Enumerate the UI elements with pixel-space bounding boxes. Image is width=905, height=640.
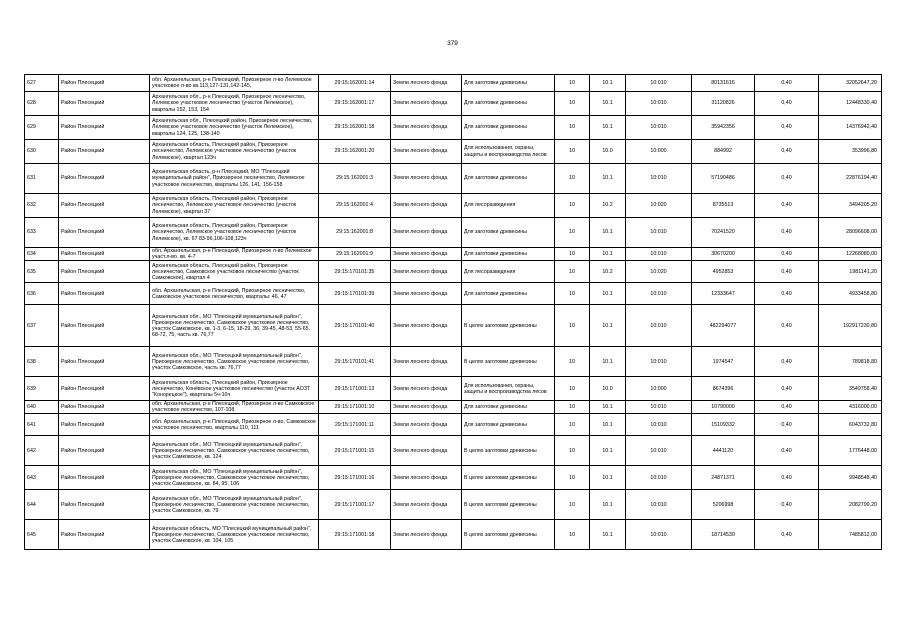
cell-row-number: 627 — [25, 75, 59, 92]
cell-land-category: Земли лесного фонда — [391, 436, 462, 466]
cell-cadastral-number: 29:15:162001:8 — [319, 218, 391, 248]
cell-permitted-use: Для заготовки древесины — [462, 164, 555, 194]
cell-location-description: Архангельская область, Плесецкий район, Приозерное лесничество, Лелемское участковое лесничество (участок Лелемское), кв. 67 83-96,106-108,123ч — [150, 218, 319, 248]
cell-rate: 0,40 — [755, 520, 819, 550]
cell-category-code: 10 — [555, 520, 590, 550]
cell-permitted-use: В целях заготовки древесины — [462, 436, 555, 466]
cell-category-code: 10 — [555, 261, 590, 283]
cell-land-category: Земли лесного фонда — [391, 75, 462, 92]
cell-cadastral-value: 28096608,00 — [819, 218, 882, 248]
cell-cadastral-value: 2082799,20 — [819, 490, 882, 520]
cell-cadastral-number: 29:15:162001:17 — [319, 92, 391, 116]
cell-permitted-use: Для лесоразведения — [462, 194, 555, 218]
cell-rate: 0,40 — [755, 490, 819, 520]
cell-cadastral-value: 32052647,20 — [819, 75, 882, 92]
table-row — [25, 305, 882, 347]
cell-rate: 0,40 — [755, 347, 819, 377]
table-body — [25, 75, 882, 550]
cell-category-code: 10 — [555, 218, 590, 248]
cell-category-code: 10 — [555, 116, 590, 140]
table-row — [25, 194, 882, 218]
cell-permitted-use: Для заготовки древесины — [462, 92, 555, 116]
cell-use-code: 10.1 — [590, 164, 626, 194]
cell-code: 10:010 — [626, 92, 692, 116]
cell-cadastral-value: 12448330,40 — [819, 92, 882, 116]
cell-category-code: 10 — [555, 347, 590, 377]
cell-district: Район Плесецкий — [59, 92, 150, 116]
cell-location-description: обл. Архангельская, р-н Плесецкий, Приозерное л-во Самковское участковое лесничество, 107-108. — [150, 401, 319, 414]
cell-area: 10790000 — [692, 401, 755, 414]
cell-row-number: 632 — [25, 194, 59, 218]
page-number: 379 — [447, 40, 458, 47]
cell-category-code: 10 — [555, 164, 590, 194]
cell-location-description: Архангельская область, Плесецкий район, Приозерное лесничество, Самковское участковое лесничество (участок Самковское), квартал 4 — [150, 261, 319, 283]
cell-area: 482294077 — [692, 305, 755, 347]
cell-location-description: обл. Архангельская, р-н Плесецкий, Приозерное л-во Лелемское участ.л-во. кв. 4-7 — [150, 248, 319, 261]
cell-permitted-use: Для заготовки древесины — [462, 283, 555, 305]
cell-row-number: 634 — [25, 248, 59, 261]
cell-district: Район Плесецкий — [59, 347, 150, 377]
cell-land-category: Земли лесного фонда — [391, 116, 462, 140]
table-row — [25, 261, 882, 283]
cell-cadastral-value: 6043732,80 — [819, 414, 882, 436]
cell-permitted-use: В целях заготовки древесины — [462, 490, 555, 520]
cell-code: 10:010 — [626, 283, 692, 305]
cell-permitted-use: Для использования, охраны, защиты и воспроизводства лесов — [462, 140, 555, 164]
cell-area: 31120826 — [692, 92, 755, 116]
cell-permitted-use: В целях заготовки древесины — [462, 347, 555, 377]
cell-use-code: 10.1 — [590, 248, 626, 261]
cell-land-category: Земли лесного фонда — [391, 218, 462, 248]
cell-row-number: 638 — [25, 347, 59, 377]
cell-area: 4441120 — [692, 436, 755, 466]
cell-use-code: 10.1 — [590, 218, 626, 248]
table-row — [25, 75, 882, 92]
cell-cadastral-value: 9948548,40 — [819, 466, 882, 490]
cell-district: Район Плесецкий — [59, 194, 150, 218]
cell-land-category: Земли лесного фонда — [391, 194, 462, 218]
cell-land-category: Земли лесного фонда — [391, 490, 462, 520]
cell-code: 10:010 — [626, 414, 692, 436]
table-row — [25, 414, 882, 436]
cell-row-number: 629 — [25, 116, 59, 140]
cell-cadastral-number: 29:15:170101:35 — [319, 261, 391, 283]
cell-use-code: 10.1 — [590, 466, 626, 490]
cell-category-code: 10 — [555, 194, 590, 218]
cell-land-category: Земли лесного фонда — [391, 305, 462, 347]
cell-location-description: Архангельская область, Плесецкий район, Приозерное лесничество, Лелемское участковое лесничество (участок Лелемское), квартал 123ч — [150, 140, 319, 164]
table-row — [25, 283, 882, 305]
cell-location-description: Архангельская область, МО "Плесецкий муниципальный район", Приозерное лесничество, Самковское участковое лесничество, участок Самковское, кв. 104, 105 — [150, 520, 319, 550]
table-row — [25, 140, 882, 164]
cell-category-code: 10 — [555, 140, 590, 164]
cell-land-category: Земли лесного фонда — [391, 164, 462, 194]
cell-district: Район Плесецкий — [59, 164, 150, 194]
cell-use-code: 10.1 — [590, 414, 626, 436]
cell-rate: 0,40 — [755, 377, 819, 401]
cell-land-category: Земли лесного фонда — [391, 283, 462, 305]
cell-rate: 0,40 — [755, 194, 819, 218]
cell-location-description: Архангельская область, р-н Плесецкий, МО "Плесецкий муниципальный район", Приозерное лесничество, Лелемское участковое лесничество, кварталы 126, 141, 156-158 — [150, 164, 319, 194]
cell-area: 18714530 — [692, 520, 755, 550]
cell-cadastral-value: 12268080,00 — [819, 248, 882, 261]
cell-location-description: обл. Архангельская, р-н Плесецкий, Приозерное л-во Лелемское участковое л-во кв.113,127-131,142-145, — [150, 75, 319, 92]
cell-row-number: 642 — [25, 436, 59, 466]
cell-rate: 0,40 — [755, 116, 819, 140]
cell-row-number: 631 — [25, 164, 59, 194]
cell-location-description: Архангельская обл., Плесецкий район, Приозерное лесничество, Лелемское участковое лесничество (участок Лелемское), кварталы 124, 125, 138-140 — [150, 116, 319, 140]
cell-row-number: 633 — [25, 218, 59, 248]
table-row — [25, 218, 882, 248]
cell-cadastral-number: 29:15:162001:18 — [319, 116, 391, 140]
cell-area: 4952853 — [692, 261, 755, 283]
cell-row-number: 644 — [25, 490, 59, 520]
cell-district: Район Плесецкий — [59, 261, 150, 283]
cell-cadastral-value: 1776448,00 — [819, 436, 882, 466]
cell-district: Район Плесецкий — [59, 414, 150, 436]
cell-code: 10:010 — [626, 248, 692, 261]
cell-use-code: 10.1 — [590, 283, 626, 305]
cell-location-description: Архангельская обл., МО "Плесецкий муниципальный район", Приозерное лесничество, Самковское участковое лесничество, участок Самковское, кв. 1-3, 6-15, 18-29, 36, 39-45, 48-53, 55-65, 68-72, 75, часть кв. 76,77 — [150, 305, 319, 347]
cell-area: 57190486 — [692, 164, 755, 194]
cell-rate: 0,40 — [755, 218, 819, 248]
cell-cadastral-number: 29:15:170101:39 — [319, 283, 391, 305]
cell-cadastral-value: 3494205,20 — [819, 194, 882, 218]
cell-row-number: 635 — [25, 261, 59, 283]
cell-cadastral-number: 29:15:171001:13 — [319, 377, 391, 401]
cell-category-code: 10 — [555, 490, 590, 520]
cell-code: 10:010 — [626, 520, 692, 550]
cell-use-code: 10.2 — [590, 261, 626, 283]
cell-district: Район Плесецкий — [59, 116, 150, 140]
cell-use-code: 10.1 — [590, 116, 626, 140]
cell-rate: 0,40 — [755, 140, 819, 164]
cell-area: 70241520 — [692, 218, 755, 248]
cell-location-description: Архангельская обл., МО "Плесецкий муниципальный район", Приозерное лесничество, Самковское участковое лесничество, участок Самковское, часть кв. 76,77 — [150, 347, 319, 377]
cell-location-description: обл. Архангельская, р-н Плесецкий, Приозерное лесничество, Самковское участковое лесничество, кварталы: 46, 47 — [150, 283, 319, 305]
cell-area: 80131616 — [692, 75, 755, 92]
cell-district: Район Плесецкий — [59, 466, 150, 490]
cell-area: 8674396 — [692, 377, 755, 401]
cell-code: 10:010 — [626, 490, 692, 520]
cell-category-code: 10 — [555, 92, 590, 116]
cell-row-number: 630 — [25, 140, 59, 164]
cell-cadastral-number: 29:15:170101:41 — [319, 347, 391, 377]
cell-cadastral-value: 3549758,40 — [819, 377, 882, 401]
cell-permitted-use: В целях заготовки древесины — [462, 466, 555, 490]
cell-district: Район Плесецкий — [59, 401, 150, 414]
cell-district: Район Плесецкий — [59, 490, 150, 520]
cell-row-number: 628 — [25, 92, 59, 116]
cell-land-category: Земли лесного фонда — [391, 401, 462, 414]
cell-area: 35942356 — [692, 116, 755, 140]
cell-cadastral-number: 29:15:171001:10 — [319, 401, 391, 414]
cell-land-category: Земли лесного фонда — [391, 466, 462, 490]
cell-permitted-use: Для заготовки древесины — [462, 401, 555, 414]
cell-code: 10:010 — [626, 218, 692, 248]
table-row — [25, 347, 882, 377]
cell-location-description: Архангельская обл., р-н Плесецкий, Приозерное лесничество, Лелемское участковое лесничество (участок Лелемское), кварталы 152, 153, 154 — [150, 92, 319, 116]
cell-code: 10:010 — [626, 347, 692, 377]
cell-row-number: 636 — [25, 283, 59, 305]
cell-district: Район Плесецкий — [59, 305, 150, 347]
cell-area: 12333647 — [692, 283, 755, 305]
table-row — [25, 490, 882, 520]
cell-cadastral-value: 353996,80 — [819, 140, 882, 164]
cell-district: Район Плесецкий — [59, 520, 150, 550]
cell-use-code: 10.0 — [590, 377, 626, 401]
cell-code: 10:000 — [626, 140, 692, 164]
cell-use-code: 10.1 — [590, 401, 626, 414]
cell-cadastral-number: 29:15:171001:16 — [319, 466, 391, 490]
cell-cadastral-number: 29:15:162001:9 — [319, 248, 391, 261]
cell-use-code: 10.1 — [590, 347, 626, 377]
cell-location-description: Архангельская обл., МО "Плесецкий муниципальный район", Приозерное лесничество, Самковское участковое лесничество, участок Самковское, кв. 84, 95, 106 — [150, 466, 319, 490]
cell-code: 10:010 — [626, 401, 692, 414]
cell-cadastral-value: 14376942,40 — [819, 116, 882, 140]
cell-rate: 0,40 — [755, 164, 819, 194]
cell-permitted-use: Для использования, охраны, защиты и воспроизводства лесов — [462, 377, 555, 401]
cell-code: 10:000 — [626, 377, 692, 401]
cell-rate: 0,40 — [755, 75, 819, 92]
cell-permitted-use: Для лесоразведения — [462, 261, 555, 283]
cell-category-code: 10 — [555, 401, 590, 414]
cell-rate: 0,40 — [755, 436, 819, 466]
cell-use-code: 10.0 — [590, 140, 626, 164]
cell-cadastral-number: 29:15:162001:14 — [319, 75, 391, 92]
cell-land-category: Земли лесного фонда — [391, 140, 462, 164]
cell-category-code: 10 — [555, 305, 590, 347]
cell-location-description: Архангельская обл., МО "Плесецкий муниципальный район", Приозерное лесничество, Самковское участковое лесничество, участок Самковское, кв. 79 — [150, 490, 319, 520]
cell-rate: 0,40 — [755, 92, 819, 116]
cell-cadastral-number: 29:15:171001:15 — [319, 436, 391, 466]
cell-use-code: 10.1 — [590, 75, 626, 92]
table-row — [25, 466, 882, 490]
cell-land-category: Земли лесного фонда — [391, 520, 462, 550]
cell-category-code: 10 — [555, 377, 590, 401]
cell-area: 15109332 — [692, 414, 755, 436]
cell-use-code: 10.1 — [590, 520, 626, 550]
cell-cadastral-value: 4933458,80 — [819, 283, 882, 305]
cell-code: 10:020 — [626, 194, 692, 218]
cell-rate: 0,40 — [755, 261, 819, 283]
cell-rate: 0,40 — [755, 305, 819, 347]
cell-row-number: 641 — [25, 414, 59, 436]
cell-cadastral-number: 29:15:162001:20 — [319, 140, 391, 164]
cell-permitted-use: Для заготовки древесины — [462, 75, 555, 92]
cell-category-code: 10 — [555, 414, 590, 436]
cell-area: 24871371 — [692, 466, 755, 490]
cell-area: 5206998 — [692, 490, 755, 520]
cell-rate: 0,40 — [755, 283, 819, 305]
cell-category-code: 10 — [555, 466, 590, 490]
cell-cadastral-value: 789818,80 — [819, 347, 882, 377]
cell-land-category: Земли лесного фонда — [391, 347, 462, 377]
cell-location-description: обл. Архангельская, р-н Плесецкий, Приозерное л-во, Самковское участковое лесничество, кварталы 110, 111 — [150, 414, 319, 436]
table-row — [25, 164, 882, 194]
cell-permitted-use: В целях заготовки древесины — [462, 520, 555, 550]
cell-location-description: Архангельская область, Плесецкий район, Приозерное лесничество, Лелемское участковое лесничество (участок Лелемское), квартал 37 — [150, 194, 319, 218]
cell-cadastral-value: 7485812,00 — [819, 520, 882, 550]
cell-rate: 0,40 — [755, 466, 819, 490]
cell-use-code: 10.1 — [590, 92, 626, 116]
cell-permitted-use: Для заготовки древесины — [462, 218, 555, 248]
cell-category-code: 10 — [555, 248, 590, 261]
cell-land-category: Земли лесного фонда — [391, 414, 462, 436]
cell-area: 30670200 — [692, 248, 755, 261]
table-row — [25, 401, 882, 414]
cell-district: Район Плесецкий — [59, 218, 150, 248]
cell-rate: 0,40 — [755, 401, 819, 414]
cell-code: 10:010 — [626, 116, 692, 140]
table-row — [25, 116, 882, 140]
cell-location-description: Архангельская область, Плесецкий район, Приозерное лесничество, Конёвское участковое лесничество (участок АОЗТ "Конорецкое"), кварталы 5ч-10ч — [150, 377, 319, 401]
cell-district: Район Плесецкий — [59, 377, 150, 401]
cell-row-number: 639 — [25, 377, 59, 401]
table-row — [25, 436, 882, 466]
cell-row-number: 643 — [25, 466, 59, 490]
cell-area: 1974547 — [692, 347, 755, 377]
cell-permitted-use: Для заготовки древесины — [462, 248, 555, 261]
cell-area: 884992 — [692, 140, 755, 164]
cell-row-number: 640 — [25, 401, 59, 414]
cell-category-code: 10 — [555, 283, 590, 305]
table-row — [25, 377, 882, 401]
cell-cadastral-value: 1981141,20 — [819, 261, 882, 283]
cell-district: Район Плесецкий — [59, 140, 150, 164]
cell-permitted-use: В целях заготовки древесины — [462, 305, 555, 347]
cell-cadastral-number: 29:15:170101:40 — [319, 305, 391, 347]
cell-code: 10:010 — [626, 466, 692, 490]
cell-row-number: 645 — [25, 520, 59, 550]
cell-land-category: Земли лесного фонда — [391, 377, 462, 401]
cell-category-code: 10 — [555, 436, 590, 466]
cell-cadastral-number: 29:15:171001:17 — [319, 490, 391, 520]
cell-row-number: 637 — [25, 305, 59, 347]
cell-use-code: 10.1 — [590, 490, 626, 520]
cell-code: 10:010 — [626, 75, 692, 92]
cell-cadastral-value: 192917230,80 — [819, 305, 882, 347]
cell-district: Район Плесецкий — [59, 283, 150, 305]
land-registry-table — [24, 74, 882, 550]
cell-cadastral-number: 29:15:162001:3 — [319, 164, 391, 194]
cell-code: 10:020 — [626, 261, 692, 283]
cell-cadastral-value: 4316000,00 — [819, 401, 882, 414]
cell-cadastral-value: 22876194,40 — [819, 164, 882, 194]
cell-use-code: 10.1 — [590, 305, 626, 347]
cell-rate: 0,40 — [755, 248, 819, 261]
cell-use-code: 10.1 — [590, 436, 626, 466]
cell-location-description: Архангельская обл., МО "Плесецкий муниципальный район", Приозерное лесничество, Самковское участковое лесничество, участок Самковское, кв. 124 — [150, 436, 319, 466]
cell-district: Район Плесецкий — [59, 248, 150, 261]
cell-code: 10:010 — [626, 436, 692, 466]
cell-area: 8735513 — [692, 194, 755, 218]
cell-cadastral-number: 29:15:171001:18 — [319, 520, 391, 550]
cell-code: 10:010 — [626, 305, 692, 347]
cell-category-code: 10 — [555, 75, 590, 92]
table-row — [25, 92, 882, 116]
cell-cadastral-number: 29:15:171001:11 — [319, 414, 391, 436]
cell-use-code: 10.2 — [590, 194, 626, 218]
cell-permitted-use: Для заготовки древесины — [462, 116, 555, 140]
cell-code: 10:010 — [626, 164, 692, 194]
cell-land-category: Земли лесного фонда — [391, 92, 462, 116]
cell-district: Район Плесецкий — [59, 75, 150, 92]
cell-cadastral-number: 29:15:162001:4 — [319, 194, 391, 218]
cell-rate: 0,40 — [755, 414, 819, 436]
cell-permitted-use: Для заготовки древесины — [462, 414, 555, 436]
cell-land-category: Земли лесного фонда — [391, 248, 462, 261]
cell-district: Район Плесецкий — [59, 436, 150, 466]
table-row — [25, 248, 882, 261]
table-row — [25, 520, 882, 550]
cell-land-category: Земли лесного фонда — [391, 261, 462, 283]
